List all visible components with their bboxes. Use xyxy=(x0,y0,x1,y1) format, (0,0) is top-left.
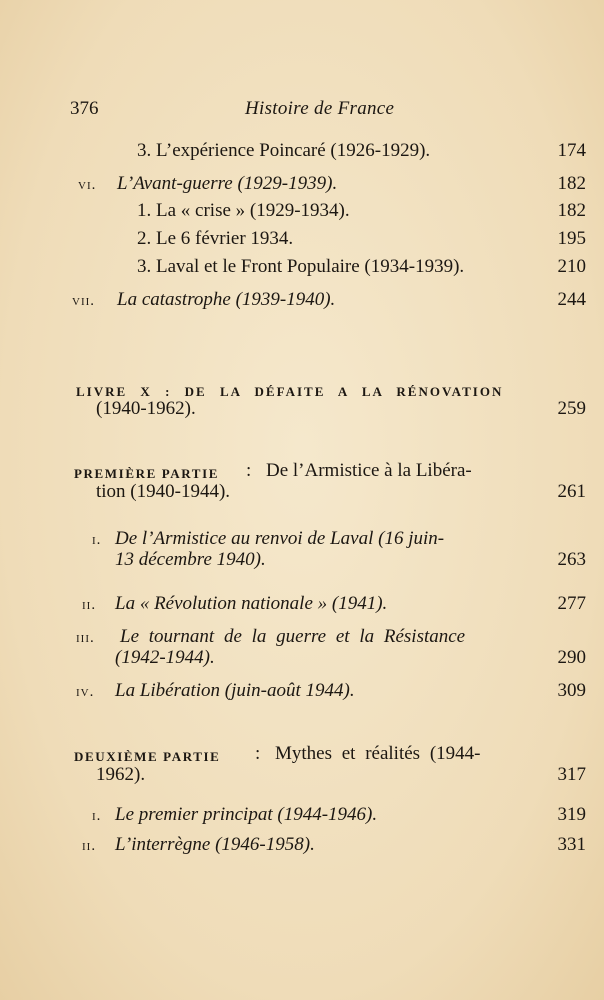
livre-page: 259 xyxy=(557,398,586,419)
chapter-number: i. xyxy=(92,808,102,824)
chapter-title: De l’Armistice au renvoi de Laval (16 juin- xyxy=(115,528,445,549)
partie-title: 1962). xyxy=(96,764,146,785)
chapter-number: i. xyxy=(92,532,102,548)
toc-entry-label: 1. La « crise » (1929-1934). xyxy=(137,200,350,221)
toc-entry-page: 210 xyxy=(557,256,586,277)
toc-entry-label: 3. L’expérience Poincaré (1926-1929). xyxy=(137,140,431,161)
chapter-title: La catastrophe (1939-1940). xyxy=(117,289,336,310)
chapter-number: ii. xyxy=(82,597,97,613)
partie-title: De l’Armistice à la Libéra- xyxy=(266,460,472,481)
partie-page: 317 xyxy=(557,764,586,785)
chapter-number: iii. xyxy=(76,630,95,646)
partie-title: Mythes et réalités (1944- xyxy=(275,743,481,764)
chapter-number: vi. xyxy=(78,177,97,193)
page-number: 376 xyxy=(70,98,99,119)
livre-dates: (1940-1962). xyxy=(96,398,196,419)
chapter-number: vii. xyxy=(72,293,96,309)
toc-entry-label: 3. Laval et le Front Populaire (1934-1939). xyxy=(137,256,465,277)
livre-heading: LIVRE X : DE LA DÉFAITE A LA RÉNOVATION xyxy=(76,384,504,399)
toc-entry-page: 263 xyxy=(557,549,586,570)
toc-entry-label: 2. Le 6 février 1934. xyxy=(137,228,294,249)
chapter-title: Le premier principat (1944-1946). xyxy=(115,804,378,825)
chapter-number: ii. xyxy=(82,838,97,854)
chapter-title: (1942-1944). xyxy=(115,647,215,668)
toc-entry-page: 290 xyxy=(557,647,586,668)
chapter-title: 13 décembre 1940). xyxy=(115,549,266,570)
toc-entry-page: 182 xyxy=(557,173,586,194)
chapter-title: La Libération (juin-août 1944). xyxy=(115,680,355,701)
partie-separator: : xyxy=(255,743,261,764)
toc-entry-page: 309 xyxy=(557,680,586,701)
partie-page: 261 xyxy=(557,481,586,502)
toc-entry-page: 244 xyxy=(557,289,586,310)
toc-entry-page: 331 xyxy=(557,834,586,855)
chapter-title: Le tournant de la guerre et la Résistance xyxy=(120,626,466,647)
partie-separator: : xyxy=(246,460,252,481)
chapter-title: L’interrègne (1946-1958). xyxy=(115,834,315,855)
toc-entry-page: 195 xyxy=(557,228,586,249)
partie-heading: PREMIÈRE PARTIE xyxy=(74,466,220,481)
partie-title: tion (1940-1944). xyxy=(96,481,231,502)
toc-entry-page: 319 xyxy=(557,804,586,825)
toc-entry-page: 182 xyxy=(557,200,586,221)
chapter-title: La « Révolution nationale » (1941). xyxy=(115,593,388,614)
toc-entry-page: 277 xyxy=(557,593,586,614)
partie-heading: DEUXIÈME PARTIE xyxy=(74,749,221,764)
toc-entry-page: 174 xyxy=(557,140,586,161)
chapter-title: L’Avant-guerre (1929-1939). xyxy=(117,173,338,194)
running-title: Histoire de France xyxy=(245,98,395,119)
chapter-number: iv. xyxy=(76,684,95,700)
